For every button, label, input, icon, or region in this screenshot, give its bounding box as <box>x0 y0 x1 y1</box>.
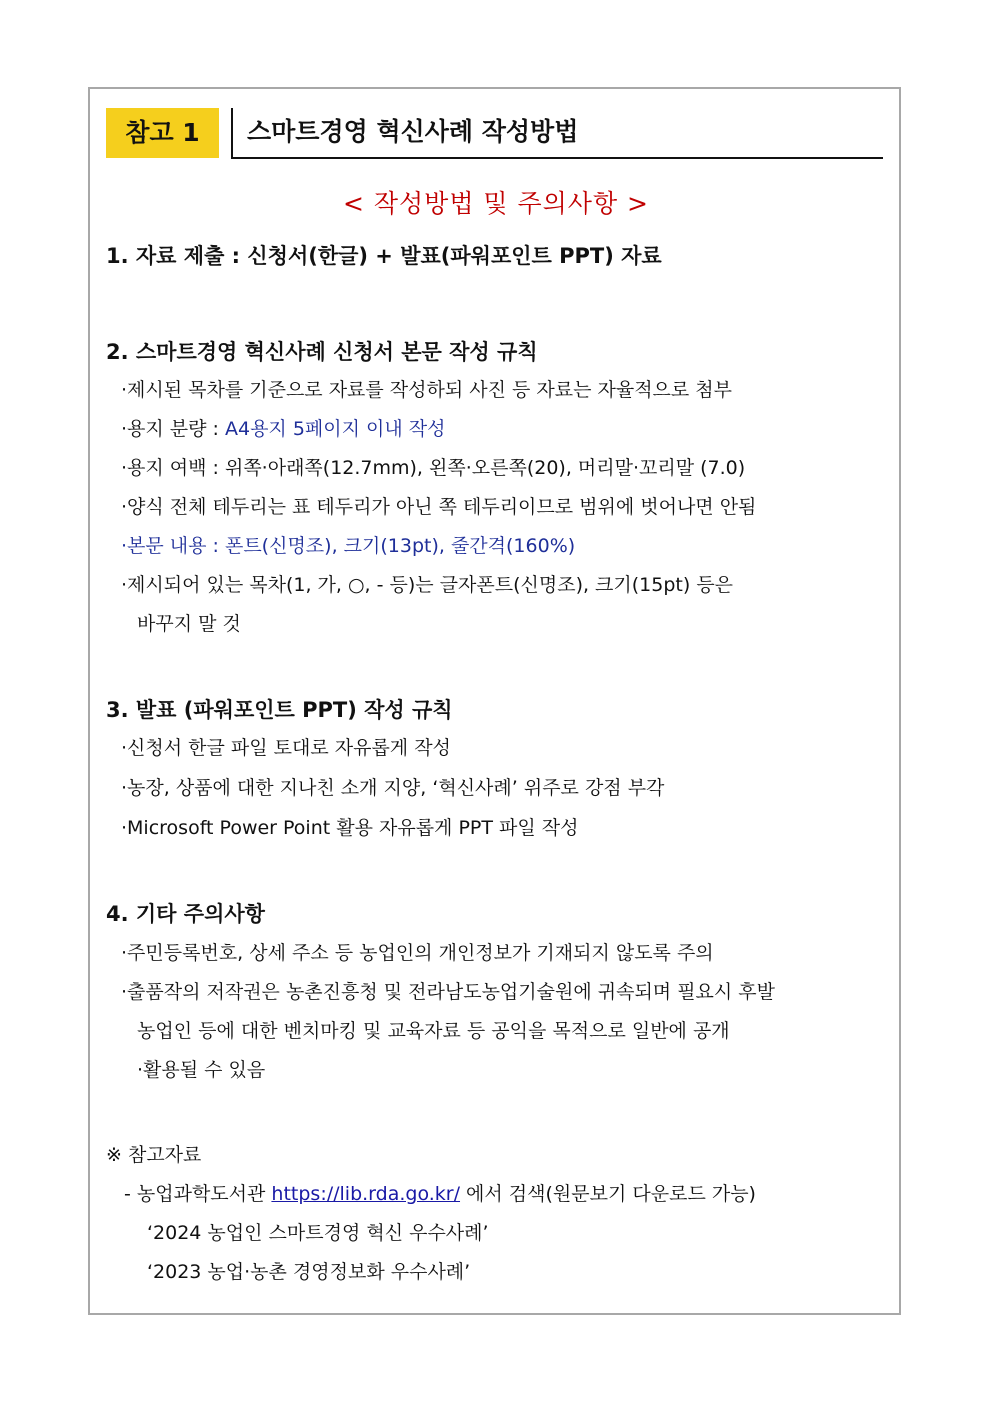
section2-item-continuation: 바꾸지 말 것 <box>137 613 241 635</box>
section2-item: ·양식 전체 테두리는 표 테두리가 아닌 쪽 테두리이므로 범위에 벗어나면 안됨 <box>121 496 757 518</box>
reference-line <box>124 1179 756 1209</box>
title-divider <box>231 108 233 159</box>
section2-item: ·본문 내용 : 폰트(신명조), 크기(13pt), 줄간격(160%) <box>121 535 576 557</box>
section4-item: ·출품작의 저작권은 농촌진흥청 및 전라남도농업기술원에 귀속되며 필요시 후발 <box>121 981 776 1003</box>
section3-heading: 3. 발표 (파워포인트 PPT) 작성 규칙 <box>106 698 453 722</box>
section2-item: ·제시되어 있는 목차(1, 가, ○, - 등)는 글자폰트(신명조), 크기(15pt) 등은 <box>121 574 734 596</box>
section4-item: ·주민등록번호, 상세 주소 등 농업인의 개인정보가 기재되지 않도록 주의 <box>121 942 714 964</box>
section3-item: ·신청서 한글 파일 토대로 자유롭게 작성 <box>121 737 451 759</box>
section3-item: ·농장, 상품에 대한 지나친 소개 지양, ‘혁신사례’ 위주로 강점 부각 <box>121 777 665 799</box>
subheading: < 작성방법 및 주의사항 > <box>342 189 650 218</box>
reference-suffix: 에서 검색(원문보기 다운로드 가능) <box>460 1183 756 1205</box>
section3-item: ·Microsoft Power Point 활용 자유롭게 PPT 파일 작성 <box>121 817 579 839</box>
references-heading: ※ 참고자료 <box>106 1144 202 1166</box>
item-label: ·용지 분량 : <box>121 418 225 440</box>
section2-item: ·용지 여백 : 위쪽·아래쪽(12.7mm), 왼쪽·오른쪽(20), 머리말·꼬리말 (7.0) <box>121 457 746 479</box>
reference-prefix: - 농업과학도서관 <box>124 1183 272 1205</box>
reference-title: ‘2023 농업·농촌 경영정보화 우수사례’ <box>147 1261 471 1283</box>
library-link[interactable]: https://lib.rda.go.kr/ <box>271 1183 461 1205</box>
title-underline <box>231 157 883 159</box>
section2-item: ·제시된 목차를 기준으로 자료를 작성하되 사진 등 자료는 자율적으로 첨부 <box>121 379 733 401</box>
section2-heading: 2. 스마트경영 혁신사례 신청서 본문 작성 규칙 <box>106 340 538 364</box>
section4-item-continuation: ·활용될 수 있음 <box>137 1059 266 1081</box>
section4-item-continuation: 농업인 등에 대한 벤치마킹 및 교육자료 등 공익을 목적으로 일반에 공개 <box>137 1020 730 1042</box>
section2-item <box>121 414 445 444</box>
page-title: 스마트경영 혁신사례 작성방법 <box>247 117 579 146</box>
item-highlight: A4용지 5페이지 이내 작성 <box>224 418 446 440</box>
reference-title: ‘2024 농업인 스마트경영 혁신 우수사례’ <box>147 1222 489 1244</box>
section1-heading: 1. 자료 제출 : 신청서(한글) + 발표(파워포인트 PPT) 자료 <box>106 244 662 268</box>
section4-heading: 4. 기타 주의사항 <box>106 902 265 926</box>
reference-tag: 참고 1 <box>106 108 219 158</box>
